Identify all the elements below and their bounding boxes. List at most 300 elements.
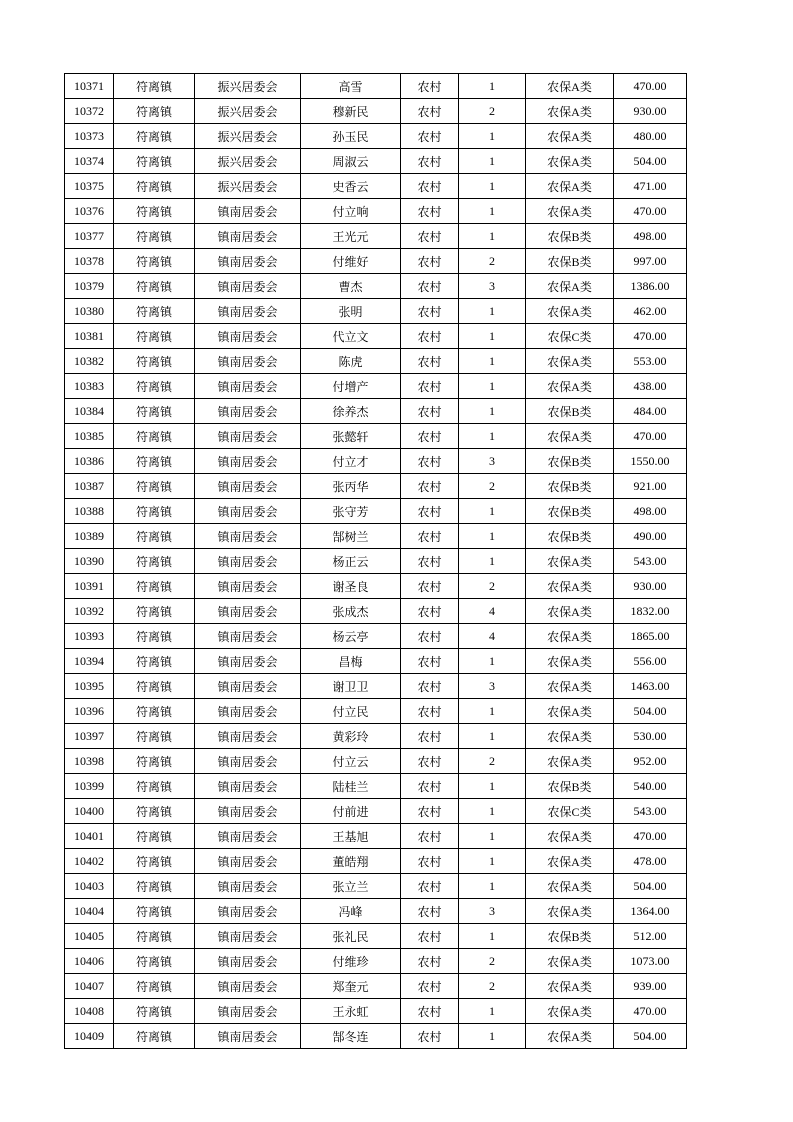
cell-category: 农保A类 — [526, 749, 614, 774]
cell-amount: 997.00 — [614, 249, 687, 274]
cell-area-type: 农村 — [401, 574, 459, 599]
cell-name: 曹杰 — [301, 274, 401, 299]
table-row — [65, 824, 687, 849]
cell-name: 付立响 — [301, 199, 401, 224]
cell-town: 符离镇 — [114, 549, 195, 574]
cell-town: 符离镇 — [114, 724, 195, 749]
cell-town: 符离镇 — [114, 749, 195, 774]
cell-committee: 镇南居委会 — [195, 574, 301, 599]
cell-area-type: 农村 — [401, 749, 459, 774]
cell-town: 符离镇 — [114, 324, 195, 349]
cell-committee: 镇南居委会 — [195, 774, 301, 799]
table-row — [65, 599, 687, 624]
cell-committee: 镇南居委会 — [195, 824, 301, 849]
cell-category: 农保A类 — [526, 199, 614, 224]
cell-count: 1 — [459, 199, 526, 224]
cell-area-type: 农村 — [401, 799, 459, 824]
cell-id: 10400 — [65, 799, 114, 824]
cell-area-type: 农村 — [401, 499, 459, 524]
cell-id: 10383 — [65, 374, 114, 399]
cell-id: 10388 — [65, 499, 114, 524]
table-row — [65, 924, 687, 949]
cell-committee: 镇南居委会 — [195, 549, 301, 574]
cell-town: 符离镇 — [114, 349, 195, 374]
cell-town: 符离镇 — [114, 249, 195, 274]
cell-town: 符离镇 — [114, 399, 195, 424]
cell-name: 史香云 — [301, 174, 401, 199]
cell-category: 农保B类 — [526, 774, 614, 799]
cell-amount: 470.00 — [614, 424, 687, 449]
table-row — [65, 499, 687, 524]
cell-name: 郜树兰 — [301, 524, 401, 549]
cell-committee: 振兴居委会 — [195, 99, 301, 124]
cell-town: 符离镇 — [114, 124, 195, 149]
table-row — [65, 199, 687, 224]
cell-amount: 543.00 — [614, 799, 687, 824]
cell-count: 1 — [459, 74, 526, 99]
cell-committee: 镇南居委会 — [195, 849, 301, 874]
cell-committee: 镇南居委会 — [195, 424, 301, 449]
cell-count: 1 — [459, 524, 526, 549]
cell-amount: 930.00 — [614, 574, 687, 599]
cell-count: 3 — [459, 274, 526, 299]
cell-name: 张立兰 — [301, 874, 401, 899]
cell-category: 农保B类 — [526, 924, 614, 949]
cell-id: 10381 — [65, 324, 114, 349]
cell-town: 符离镇 — [114, 599, 195, 624]
cell-committee: 镇南居委会 — [195, 949, 301, 974]
cell-committee: 振兴居委会 — [195, 149, 301, 174]
cell-count: 2 — [459, 99, 526, 124]
cell-amount: 553.00 — [614, 349, 687, 374]
cell-id: 10384 — [65, 399, 114, 424]
table-row — [65, 774, 687, 799]
cell-category: 农保A类 — [526, 549, 614, 574]
cell-amount: 1364.00 — [614, 899, 687, 924]
cell-category: 农保A类 — [526, 124, 614, 149]
cell-name: 张明 — [301, 299, 401, 324]
cell-name: 穆新民 — [301, 99, 401, 124]
cell-name: 张丙华 — [301, 474, 401, 499]
cell-id: 10399 — [65, 774, 114, 799]
cell-amount: 478.00 — [614, 849, 687, 874]
cell-count: 2 — [459, 574, 526, 599]
cell-count: 2 — [459, 749, 526, 774]
cell-category: 农保A类 — [526, 274, 614, 299]
table-row — [65, 99, 687, 124]
cell-category: 农保A类 — [526, 149, 614, 174]
payment-table — [64, 73, 687, 1049]
cell-area-type: 农村 — [401, 949, 459, 974]
cell-amount: 490.00 — [614, 524, 687, 549]
cell-name: 付立民 — [301, 699, 401, 724]
cell-id: 10405 — [65, 924, 114, 949]
table-row — [65, 849, 687, 874]
cell-id: 10408 — [65, 999, 114, 1024]
cell-category: 农保B类 — [526, 474, 614, 499]
cell-category: 农保A类 — [526, 574, 614, 599]
cell-committee: 镇南居委会 — [195, 999, 301, 1024]
table-row — [65, 649, 687, 674]
cell-category: 农保A类 — [526, 674, 614, 699]
cell-id: 10372 — [65, 99, 114, 124]
cell-id: 10396 — [65, 699, 114, 724]
cell-town: 符离镇 — [114, 374, 195, 399]
cell-area-type: 农村 — [401, 174, 459, 199]
cell-count: 1 — [459, 874, 526, 899]
cell-town: 符离镇 — [114, 524, 195, 549]
cell-category: 农保B类 — [526, 524, 614, 549]
cell-amount: 504.00 — [614, 699, 687, 724]
cell-committee: 镇南居委会 — [195, 874, 301, 899]
cell-area-type: 农村 — [401, 524, 459, 549]
cell-count: 1 — [459, 774, 526, 799]
cell-name: 付维珍 — [301, 949, 401, 974]
cell-id: 10386 — [65, 449, 114, 474]
cell-name: 孙玉民 — [301, 124, 401, 149]
table-row — [65, 224, 687, 249]
cell-name: 黄彩玲 — [301, 724, 401, 749]
cell-amount: 1463.00 — [614, 674, 687, 699]
cell-name: 冯峰 — [301, 899, 401, 924]
cell-count: 2 — [459, 974, 526, 999]
table-row — [65, 174, 687, 199]
cell-count: 2 — [459, 949, 526, 974]
cell-count: 1 — [459, 699, 526, 724]
cell-amount: 480.00 — [614, 124, 687, 149]
cell-amount: 939.00 — [614, 974, 687, 999]
table-row — [65, 624, 687, 649]
cell-committee: 振兴居委会 — [195, 74, 301, 99]
table-row — [65, 74, 687, 99]
cell-amount: 462.00 — [614, 299, 687, 324]
cell-id: 10378 — [65, 249, 114, 274]
cell-amount: 540.00 — [614, 774, 687, 799]
cell-town: 符离镇 — [114, 874, 195, 899]
table-row — [65, 274, 687, 299]
table-row — [65, 1024, 687, 1049]
cell-id: 10397 — [65, 724, 114, 749]
cell-id: 10385 — [65, 424, 114, 449]
cell-committee: 镇南居委会 — [195, 449, 301, 474]
cell-id: 10392 — [65, 599, 114, 624]
cell-amount: 530.00 — [614, 724, 687, 749]
cell-committee: 镇南居委会 — [195, 624, 301, 649]
cell-name: 张成杰 — [301, 599, 401, 624]
cell-committee: 镇南居委会 — [195, 899, 301, 924]
cell-count: 2 — [459, 474, 526, 499]
cell-name: 陈虎 — [301, 349, 401, 374]
cell-count: 1 — [459, 124, 526, 149]
cell-count: 3 — [459, 449, 526, 474]
table-row — [65, 249, 687, 274]
table-row — [65, 574, 687, 599]
cell-category: 农保A类 — [526, 349, 614, 374]
cell-id: 10379 — [65, 274, 114, 299]
cell-town: 符离镇 — [114, 774, 195, 799]
cell-committee: 镇南居委会 — [195, 249, 301, 274]
cell-count: 1 — [459, 224, 526, 249]
cell-town: 符离镇 — [114, 824, 195, 849]
cell-category: 农保A类 — [526, 99, 614, 124]
cell-committee: 镇南居委会 — [195, 474, 301, 499]
cell-count: 1 — [459, 349, 526, 374]
cell-name: 王永虹 — [301, 999, 401, 1024]
cell-id: 10406 — [65, 949, 114, 974]
cell-town: 符离镇 — [114, 299, 195, 324]
cell-area-type: 农村 — [401, 449, 459, 474]
cell-committee: 镇南居委会 — [195, 199, 301, 224]
cell-count: 1 — [459, 849, 526, 874]
cell-category: 农保B类 — [526, 399, 614, 424]
cell-name: 杨云亭 — [301, 624, 401, 649]
table-row — [65, 699, 687, 724]
cell-area-type: 农村 — [401, 99, 459, 124]
cell-count: 3 — [459, 674, 526, 699]
cell-name: 王光元 — [301, 224, 401, 249]
cell-town: 符离镇 — [114, 174, 195, 199]
cell-town: 符离镇 — [114, 799, 195, 824]
cell-town: 符离镇 — [114, 149, 195, 174]
cell-committee: 振兴居委会 — [195, 174, 301, 199]
cell-category: 农保A类 — [526, 974, 614, 999]
cell-count: 1 — [459, 1024, 526, 1049]
cell-area-type: 农村 — [401, 74, 459, 99]
cell-category: 农保A类 — [526, 899, 614, 924]
cell-amount: 512.00 — [614, 924, 687, 949]
cell-count: 1 — [459, 424, 526, 449]
cell-amount: 484.00 — [614, 399, 687, 424]
cell-town: 符离镇 — [114, 649, 195, 674]
cell-amount: 930.00 — [614, 99, 687, 124]
cell-id: 10402 — [65, 849, 114, 874]
cell-id: 10407 — [65, 974, 114, 999]
cell-name: 郑奎元 — [301, 974, 401, 999]
cell-town: 符离镇 — [114, 474, 195, 499]
cell-committee: 镇南居委会 — [195, 699, 301, 724]
cell-category: 农保A类 — [526, 599, 614, 624]
cell-name: 付前进 — [301, 799, 401, 824]
cell-id: 10376 — [65, 199, 114, 224]
cell-count: 1 — [459, 649, 526, 674]
cell-id: 10401 — [65, 824, 114, 849]
cell-category: 农保A类 — [526, 649, 614, 674]
table-row — [65, 674, 687, 699]
cell-category: 农保C类 — [526, 324, 614, 349]
cell-committee: 镇南居委会 — [195, 299, 301, 324]
cell-category: 农保A类 — [526, 624, 614, 649]
cell-count: 1 — [459, 324, 526, 349]
cell-town: 符离镇 — [114, 574, 195, 599]
table-row — [65, 899, 687, 924]
cell-area-type: 农村 — [401, 624, 459, 649]
cell-id: 10393 — [65, 624, 114, 649]
cell-category: 农保A类 — [526, 1024, 614, 1049]
cell-amount: 504.00 — [614, 874, 687, 899]
cell-area-type: 农村 — [401, 149, 459, 174]
cell-name: 董皓翔 — [301, 849, 401, 874]
cell-count: 1 — [459, 299, 526, 324]
cell-town: 符离镇 — [114, 924, 195, 949]
cell-name: 付立云 — [301, 749, 401, 774]
cell-category: 农保A类 — [526, 174, 614, 199]
cell-category: 农保A类 — [526, 299, 614, 324]
cell-amount: 1865.00 — [614, 624, 687, 649]
cell-category: 农保A类 — [526, 699, 614, 724]
table-row — [65, 874, 687, 899]
cell-count: 1 — [459, 149, 526, 174]
cell-area-type: 农村 — [401, 774, 459, 799]
cell-area-type: 农村 — [401, 199, 459, 224]
cell-category: 农保B类 — [526, 224, 614, 249]
cell-town: 符离镇 — [114, 99, 195, 124]
table-row — [65, 749, 687, 774]
cell-name: 张礼民 — [301, 924, 401, 949]
cell-town: 符离镇 — [114, 899, 195, 924]
cell-id: 10377 — [65, 224, 114, 249]
cell-amount: 498.00 — [614, 224, 687, 249]
cell-amount: 470.00 — [614, 999, 687, 1024]
cell-town: 符离镇 — [114, 949, 195, 974]
cell-amount: 470.00 — [614, 324, 687, 349]
cell-category: 农保A类 — [526, 74, 614, 99]
cell-name: 谢卫卫 — [301, 674, 401, 699]
cell-town: 符离镇 — [114, 199, 195, 224]
cell-area-type: 农村 — [401, 124, 459, 149]
cell-count: 2 — [459, 249, 526, 274]
cell-count: 1 — [459, 399, 526, 424]
cell-name: 张懿轩 — [301, 424, 401, 449]
cell-id: 10380 — [65, 299, 114, 324]
cell-name: 昌梅 — [301, 649, 401, 674]
cell-amount: 543.00 — [614, 549, 687, 574]
cell-name: 谢圣良 — [301, 574, 401, 599]
cell-category: 农保B类 — [526, 449, 614, 474]
cell-count: 1 — [459, 174, 526, 199]
table-row — [65, 124, 687, 149]
cell-committee: 镇南居委会 — [195, 749, 301, 774]
cell-amount: 498.00 — [614, 499, 687, 524]
cell-id: 10394 — [65, 649, 114, 674]
table-row — [65, 974, 687, 999]
cell-area-type: 农村 — [401, 974, 459, 999]
cell-category: 农保B类 — [526, 249, 614, 274]
cell-amount: 1073.00 — [614, 949, 687, 974]
cell-amount: 1550.00 — [614, 449, 687, 474]
cell-town: 符离镇 — [114, 499, 195, 524]
table-row — [65, 149, 687, 174]
cell-name: 付维好 — [301, 249, 401, 274]
cell-area-type: 农村 — [401, 599, 459, 624]
cell-area-type: 农村 — [401, 1024, 459, 1049]
cell-id: 10395 — [65, 674, 114, 699]
cell-count: 1 — [459, 924, 526, 949]
table-row — [65, 424, 687, 449]
cell-id: 10375 — [65, 174, 114, 199]
cell-area-type: 农村 — [401, 399, 459, 424]
cell-category: 农保A类 — [526, 724, 614, 749]
cell-town: 符离镇 — [114, 624, 195, 649]
cell-committee: 镇南居委会 — [195, 724, 301, 749]
cell-category: 农保A类 — [526, 424, 614, 449]
cell-town: 符离镇 — [114, 1024, 195, 1049]
cell-town: 符离镇 — [114, 74, 195, 99]
cell-name: 王基旭 — [301, 824, 401, 849]
cell-name: 付增产 — [301, 374, 401, 399]
cell-name: 徐养杰 — [301, 399, 401, 424]
cell-committee: 镇南居委会 — [195, 799, 301, 824]
cell-amount: 1386.00 — [614, 274, 687, 299]
cell-category: 农保C类 — [526, 799, 614, 824]
cell-name: 代立文 — [301, 324, 401, 349]
cell-committee: 镇南居委会 — [195, 374, 301, 399]
cell-area-type: 农村 — [401, 999, 459, 1024]
cell-committee: 振兴居委会 — [195, 124, 301, 149]
cell-id: 10404 — [65, 899, 114, 924]
cell-area-type: 农村 — [401, 724, 459, 749]
cell-committee: 镇南居委会 — [195, 274, 301, 299]
table-row — [65, 374, 687, 399]
cell-area-type: 农村 — [401, 824, 459, 849]
cell-count: 1 — [459, 999, 526, 1024]
cell-count: 4 — [459, 624, 526, 649]
cell-area-type: 农村 — [401, 649, 459, 674]
cell-name: 杨正云 — [301, 549, 401, 574]
cell-id: 10374 — [65, 149, 114, 174]
cell-category: 农保A类 — [526, 999, 614, 1024]
cell-name: 高雪 — [301, 74, 401, 99]
cell-area-type: 农村 — [401, 324, 459, 349]
cell-name: 郜冬连 — [301, 1024, 401, 1049]
cell-name: 陆桂兰 — [301, 774, 401, 799]
cell-area-type: 农村 — [401, 699, 459, 724]
cell-area-type: 农村 — [401, 349, 459, 374]
cell-name: 张守芳 — [301, 499, 401, 524]
table-row — [65, 799, 687, 824]
cell-committee: 镇南居委会 — [195, 649, 301, 674]
cell-town: 符离镇 — [114, 999, 195, 1024]
cell-town: 符离镇 — [114, 424, 195, 449]
cell-id: 10382 — [65, 349, 114, 374]
cell-amount: 438.00 — [614, 374, 687, 399]
cell-area-type: 农村 — [401, 424, 459, 449]
cell-id: 10409 — [65, 1024, 114, 1049]
cell-town: 符离镇 — [114, 974, 195, 999]
cell-committee: 镇南居委会 — [195, 324, 301, 349]
cell-count: 1 — [459, 724, 526, 749]
cell-amount: 921.00 — [614, 474, 687, 499]
cell-committee: 镇南居委会 — [195, 599, 301, 624]
cell-category: 农保A类 — [526, 874, 614, 899]
table-row — [65, 324, 687, 349]
cell-amount: 470.00 — [614, 74, 687, 99]
cell-town: 符离镇 — [114, 274, 195, 299]
cell-count: 1 — [459, 799, 526, 824]
cell-amount: 470.00 — [614, 824, 687, 849]
cell-amount: 504.00 — [614, 1024, 687, 1049]
table-row — [65, 999, 687, 1024]
cell-area-type: 农村 — [401, 849, 459, 874]
cell-committee: 镇南居委会 — [195, 1024, 301, 1049]
cell-id: 10373 — [65, 124, 114, 149]
table-row — [65, 949, 687, 974]
table-body — [65, 74, 687, 1049]
cell-committee: 镇南居委会 — [195, 224, 301, 249]
cell-area-type: 农村 — [401, 924, 459, 949]
cell-town: 符离镇 — [114, 674, 195, 699]
cell-count: 1 — [459, 499, 526, 524]
table-row — [65, 724, 687, 749]
